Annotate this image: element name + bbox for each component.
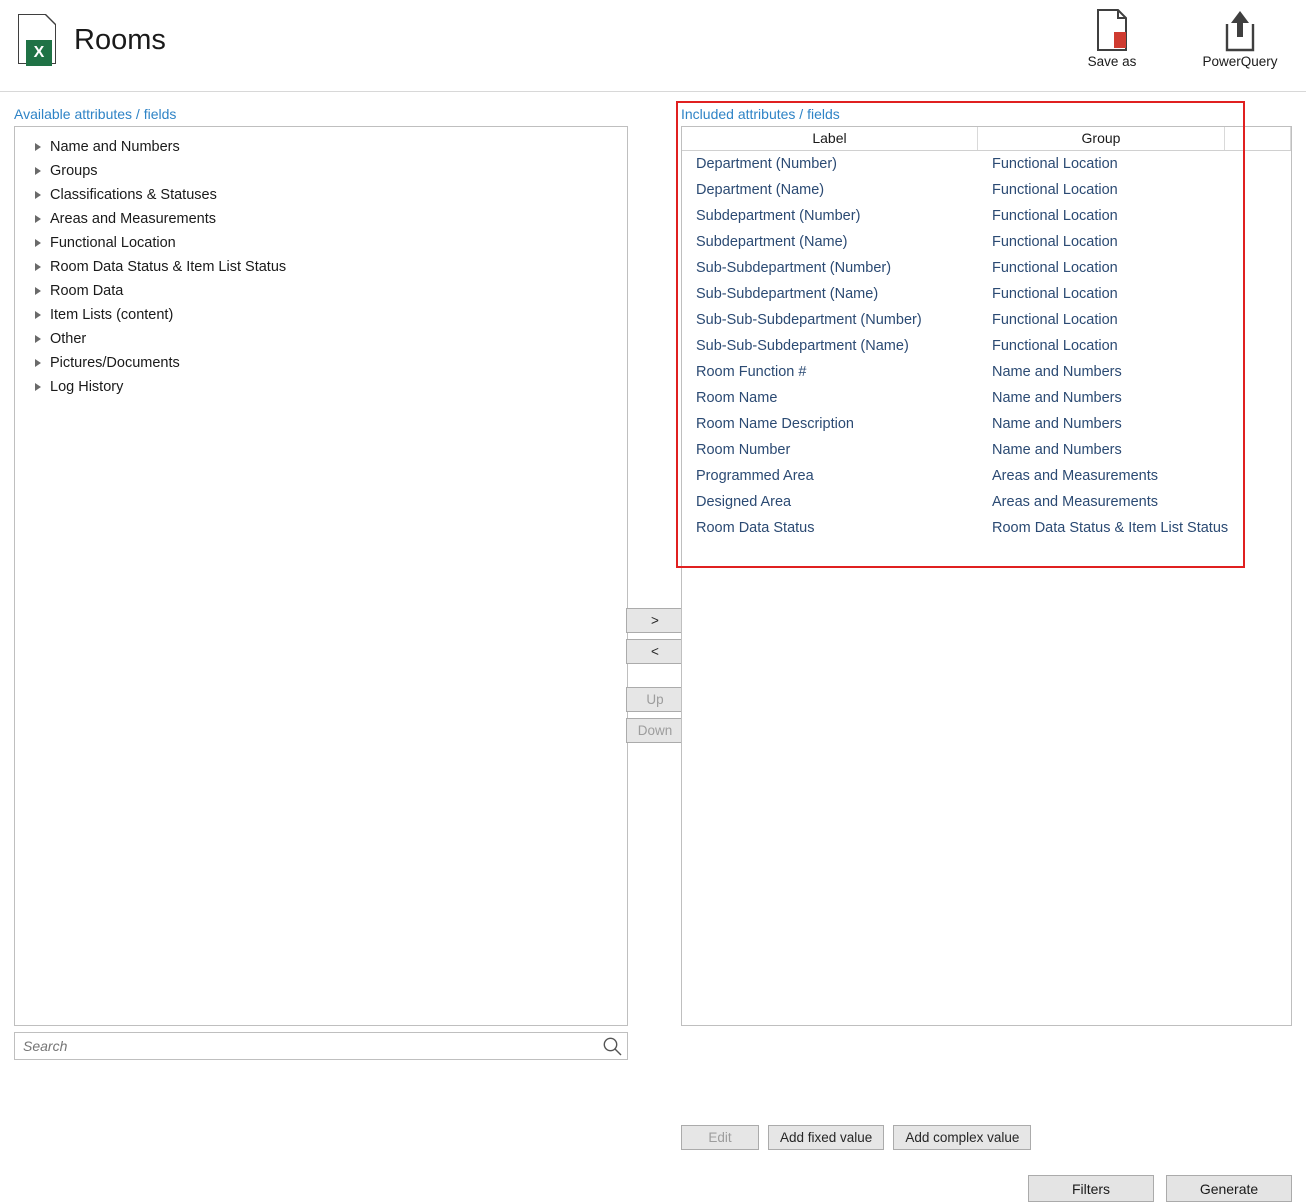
powerquery-button[interactable] <box>1194 6 1286 69</box>
edit-button[interactable]: Edit <box>681 1125 759 1150</box>
excel-file-icon: X <box>14 12 60 68</box>
row-group: Functional Location <box>992 312 1118 328</box>
tree-item-label: Name and Numbers <box>50 139 180 155</box>
search-row <box>14 1032 628 1060</box>
available-fields-tree[interactable] <box>14 126 628 1026</box>
tree-item-classifications-statuses[interactable] <box>15 183 627 207</box>
row-label: Subdepartment (Number) <box>696 208 861 224</box>
table-row[interactable] <box>682 463 1291 489</box>
chevron-right-icon[interactable] <box>35 143 41 151</box>
tree-item-label: Pictures/Documents <box>50 355 180 371</box>
table-row[interactable] <box>682 359 1291 385</box>
row-label: Department (Name) <box>696 182 825 198</box>
row-group: Name and Numbers <box>992 416 1122 432</box>
search-icon[interactable] <box>602 1036 622 1056</box>
tree-item-pictures-documents[interactable] <box>15 351 627 375</box>
save-as-icon <box>1066 6 1158 54</box>
tree-item-room-data[interactable] <box>15 279 627 303</box>
search-input[interactable] <box>14 1032 628 1060</box>
row-label: Room Data Status <box>696 520 815 536</box>
filters-button[interactable]: Filters <box>1028 1175 1154 1202</box>
table-row[interactable] <box>682 515 1291 541</box>
tree-item-label: Item Lists (content) <box>50 307 174 323</box>
move-right-button[interactable]: > <box>626 608 684 633</box>
row-label: Sub-Subdepartment (Name) <box>696 286 879 302</box>
tree-item-groups[interactable] <box>15 159 627 183</box>
chevron-right-icon[interactable] <box>35 311 41 319</box>
move-down-button[interactable]: Down <box>626 718 684 743</box>
row-group: Functional Location <box>992 286 1118 302</box>
row-group: Functional Location <box>992 156 1118 172</box>
chevron-right-icon[interactable] <box>35 335 41 343</box>
row-label: Sub-Subdepartment (Number) <box>696 260 892 276</box>
table-row[interactable] <box>682 385 1291 411</box>
chevron-right-icon[interactable] <box>35 239 41 247</box>
tree-item-label: Functional Location <box>50 235 176 251</box>
row-group: Name and Numbers <box>992 364 1122 380</box>
available-fields-pane <box>14 106 628 1060</box>
table-row[interactable] <box>682 411 1291 437</box>
row-group: Name and Numbers <box>992 390 1122 406</box>
row-label: Department (Number) <box>696 156 838 172</box>
row-group: Functional Location <box>992 182 1118 198</box>
generate-button[interactable]: Generate <box>1166 1175 1292 1202</box>
table-row[interactable] <box>682 177 1291 203</box>
tree-item-areas-and-measurements[interactable] <box>15 207 627 231</box>
table-row[interactable] <box>682 307 1291 333</box>
table-row[interactable] <box>682 437 1291 463</box>
tree-item-other[interactable] <box>15 327 627 351</box>
included-fields-label: Included attributes / fields <box>681 106 840 122</box>
row-label: Room Function # <box>696 364 807 380</box>
content-area <box>0 92 1306 1197</box>
grid-header-row <box>682 127 1291 151</box>
table-row[interactable] <box>682 333 1291 359</box>
tree-item-functional-location[interactable] <box>15 231 627 255</box>
table-row[interactable] <box>682 151 1291 177</box>
row-group: Functional Location <box>992 234 1118 250</box>
add-fixed-value-button[interactable]: Add fixed value <box>768 1125 884 1150</box>
chevron-right-icon[interactable] <box>35 191 41 199</box>
save-as-label: Save as <box>1087 54 1137 69</box>
tree-item-label: Other <box>50 331 87 347</box>
chevron-right-icon[interactable] <box>35 263 41 271</box>
move-up-button[interactable]: Up <box>626 687 684 712</box>
tree-item-label: Classifications & Statuses <box>50 187 217 203</box>
chevron-right-icon[interactable] <box>35 167 41 175</box>
table-row[interactable] <box>682 203 1291 229</box>
add-complex-value-button[interactable]: Add complex value <box>893 1125 1031 1150</box>
header-actions <box>1066 6 1286 69</box>
footer-buttons <box>1028 1175 1292 1202</box>
grid-action-buttons <box>681 1125 1031 1150</box>
powerquery-label: PowerQuery <box>1202 54 1278 69</box>
tree-item-label: Room Data <box>50 283 124 299</box>
included-fields-pane <box>681 106 1292 1026</box>
row-group: Areas and Measurements <box>992 468 1159 484</box>
column-header-group[interactable]: Group <box>978 127 1225 150</box>
chevron-right-icon[interactable] <box>35 215 41 223</box>
chevron-right-icon[interactable] <box>35 383 41 391</box>
row-group: Functional Location <box>992 338 1118 354</box>
table-row[interactable] <box>682 281 1291 307</box>
tree-item-room-data-status-item-list-status[interactable] <box>15 255 627 279</box>
column-header-spacer <box>1225 127 1291 150</box>
row-label: Room Name Description <box>696 416 854 432</box>
chevron-right-icon[interactable] <box>35 287 41 295</box>
included-fields-grid[interactable] <box>681 126 1292 1026</box>
available-fields-label: Available attributes / fields <box>14 106 177 122</box>
row-label: Sub-Sub-Subdepartment (Name) <box>696 338 909 354</box>
tree-item-label: Areas and Measurements <box>50 211 217 227</box>
app-header <box>0 0 1306 92</box>
row-label: Room Number <box>696 442 791 458</box>
tree-item-item-lists-content[interactable] <box>15 303 627 327</box>
save-as-button[interactable] <box>1066 6 1158 69</box>
tree-item-label: Room Data Status & Item List Status <box>50 259 287 275</box>
table-row[interactable] <box>682 229 1291 255</box>
row-label: Sub-Sub-Subdepartment (Number) <box>696 312 922 328</box>
table-row[interactable] <box>682 489 1291 515</box>
row-label: Room Name <box>696 390 778 406</box>
row-group: Functional Location <box>992 208 1118 224</box>
tree-item-name-and-numbers[interactable] <box>15 135 627 159</box>
row-group: Areas and Measurements <box>992 494 1159 510</box>
row-group: Room Data Status & Item List Status <box>992 520 1229 536</box>
row-group: Name and Numbers <box>992 442 1122 458</box>
move-left-button[interactable]: < <box>626 639 684 664</box>
tree-item-label: Log History <box>50 379 124 395</box>
chevron-right-icon[interactable] <box>35 359 41 367</box>
row-group: Functional Location <box>992 260 1118 276</box>
transfer-buttons <box>626 608 684 743</box>
table-row[interactable] <box>682 255 1291 281</box>
row-label: Programmed Area <box>696 468 814 484</box>
tree-item-log-history[interactable] <box>15 375 627 399</box>
tree-item-label: Groups <box>50 163 98 179</box>
row-label: Subdepartment (Name) <box>696 234 848 250</box>
column-header-label[interactable]: Label <box>682 127 978 150</box>
page-title: Rooms <box>74 23 166 56</box>
row-label: Designed Area <box>696 494 792 510</box>
powerquery-export-icon <box>1194 6 1286 54</box>
